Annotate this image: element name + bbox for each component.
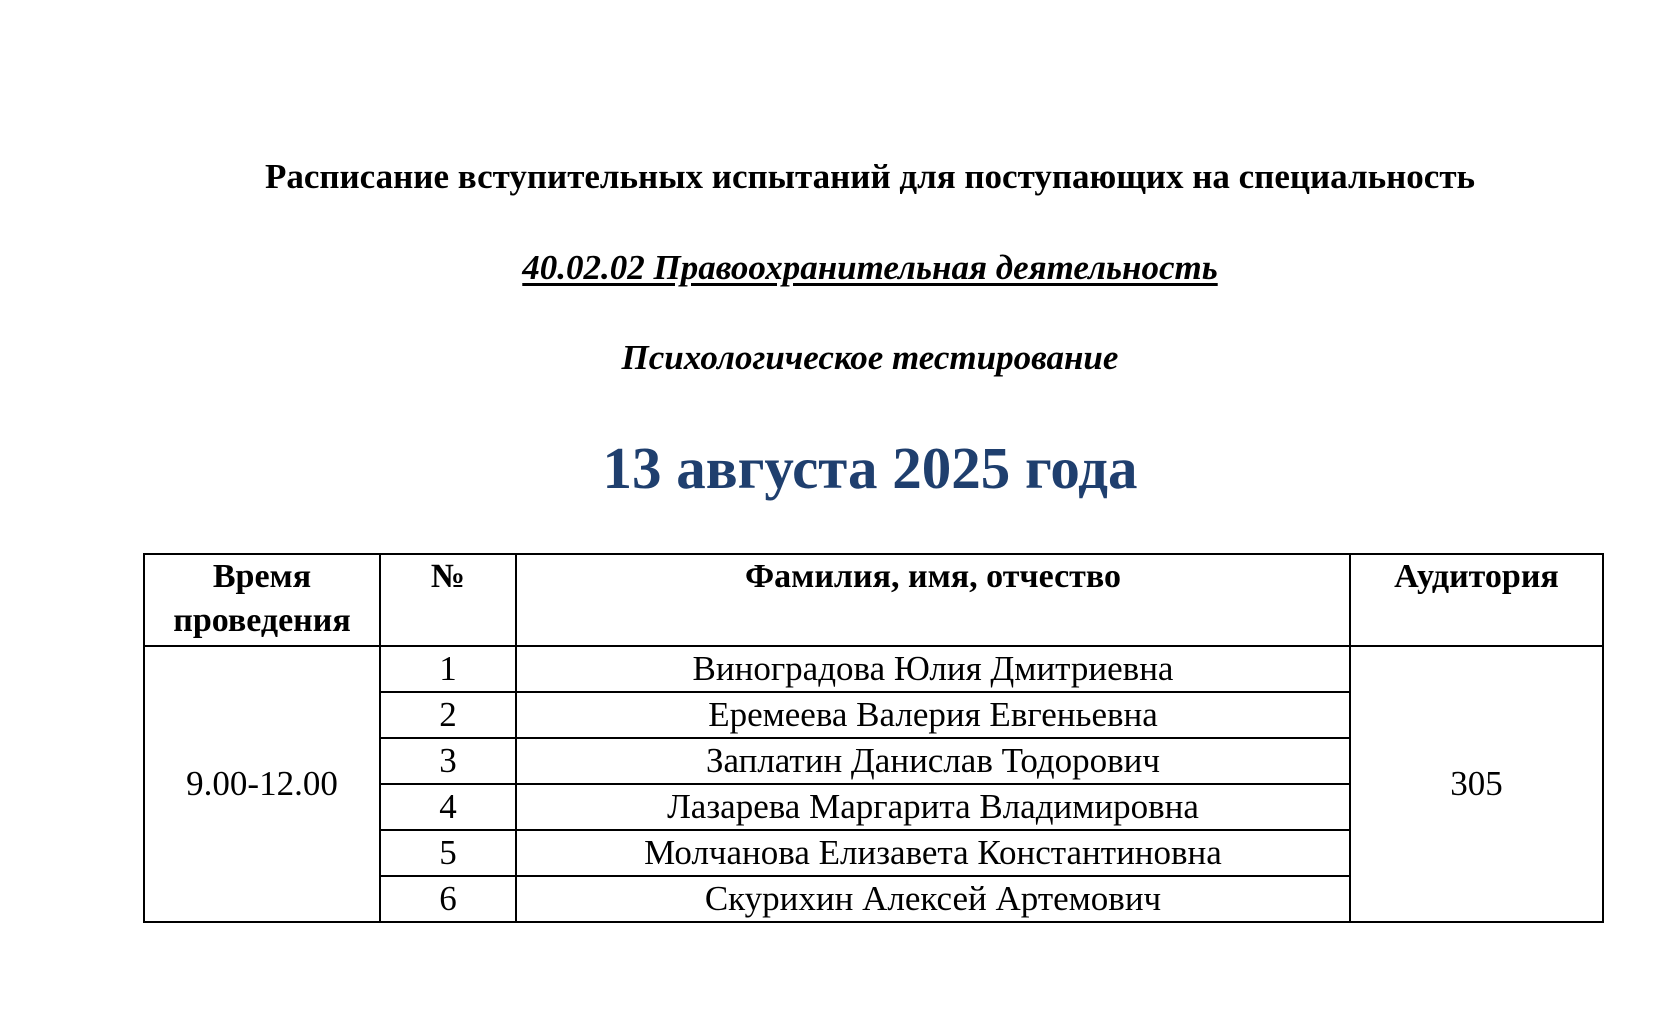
header-room: Аудитория	[1350, 554, 1603, 646]
table-header-row	[144, 554, 1603, 646]
header-number: №	[380, 554, 516, 646]
table-row	[144, 646, 1603, 692]
name-cell: Молчанова Елизавета Константиновна	[516, 830, 1350, 876]
name-cell: Скурихин Алексей Артемович	[516, 876, 1350, 922]
number-cell: 3	[380, 738, 516, 784]
header-name: Фамилия, имя, отчество	[516, 554, 1350, 646]
time-cell: 9.00-12.00	[144, 646, 380, 922]
number-cell: 5	[380, 830, 516, 876]
name-cell: Виноградова Юлия Дмитриевна	[516, 646, 1350, 692]
room-cell: 305	[1350, 646, 1603, 922]
number-cell: 2	[380, 692, 516, 738]
name-cell: Лазарева Маргарита Владимировна	[516, 784, 1350, 830]
name-cell: Заплатин Данислав Тодорович	[516, 738, 1350, 784]
header-time: Время проведения	[144, 554, 380, 646]
test-type-title: Психологическое тестирование	[621, 338, 1119, 377]
document-title: Расписание вступительных испытаний для поступающих на специальность	[264, 157, 1476, 196]
number-cell: 4	[380, 784, 516, 830]
schedule-table	[143, 553, 1604, 923]
exam-date: 13 августа 2025 года	[602, 435, 1138, 501]
number-cell: 1	[380, 646, 516, 692]
name-cell: Еремеева Валерия Евгеньевна	[516, 692, 1350, 738]
specialty-title: 40.02.02 Правоохранительная деятельность	[522, 248, 1218, 287]
number-cell: 6	[380, 876, 516, 922]
